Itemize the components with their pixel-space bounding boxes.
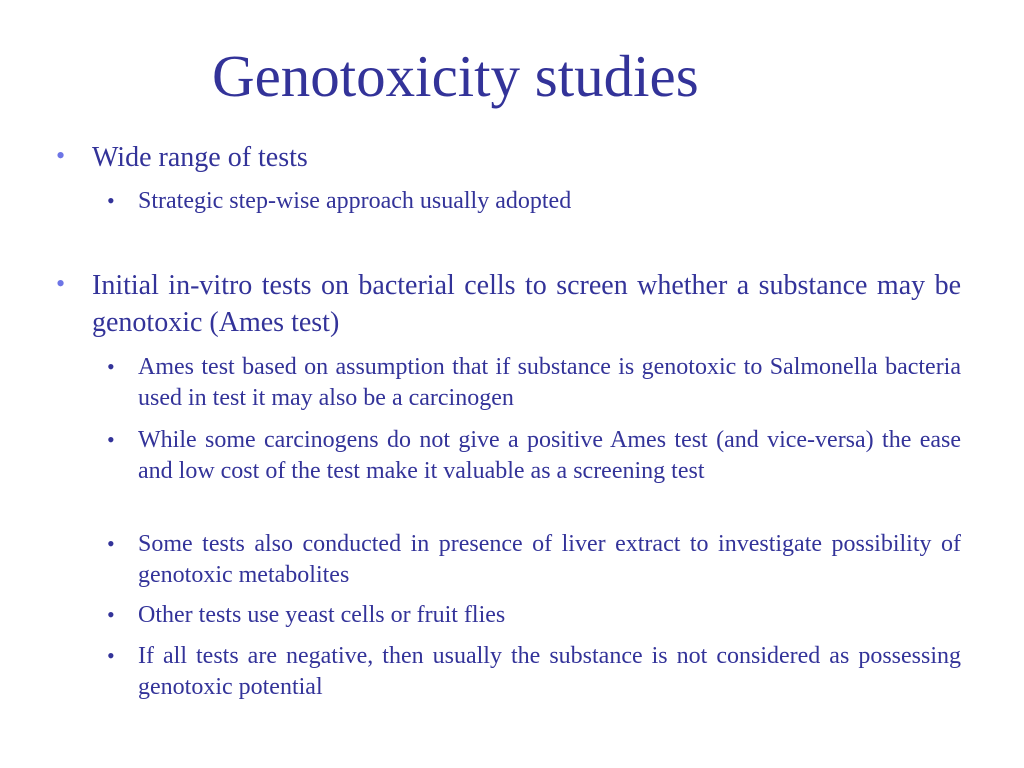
subbullet-text: Strategic step-wise approach usually adopted bbox=[138, 188, 572, 214]
subbullet-dot-icon: • bbox=[107, 427, 115, 452]
subbullet-ames-assumption bbox=[107, 352, 961, 414]
bullet-dot-icon: • bbox=[56, 141, 66, 170]
subbullet-step-wise bbox=[107, 186, 961, 217]
slide-title: Genotoxicity studies bbox=[212, 43, 699, 109]
subbullet-liver-extract bbox=[107, 529, 961, 591]
subbullet-text: If all tests are negative, then usually the substance is not considered as possessing genotoxic potential bbox=[138, 643, 961, 700]
bullet-wide-range bbox=[56, 139, 961, 176]
subbullet-text: Ames test based on assumption that if substance is genotoxic to Salmonella bacteria used in test it may also be a carcinogen bbox=[138, 354, 961, 411]
bullet-text: Wide range of tests bbox=[92, 142, 308, 173]
subbullet-carcinogens bbox=[107, 425, 961, 487]
subbullet-dot-icon: • bbox=[107, 602, 115, 627]
subbullet-dot-icon: • bbox=[107, 531, 115, 556]
subbullet-dot-icon: • bbox=[107, 354, 115, 379]
bullet-initial-tests bbox=[56, 267, 961, 341]
subbullet-negative-tests bbox=[107, 641, 961, 703]
bullet-dot-icon: • bbox=[56, 269, 66, 298]
subbullet-dot-icon: • bbox=[107, 188, 115, 213]
subbullet-text: Some tests also conducted in presence of liver extract to investigate possibility of genotoxic metabolites bbox=[138, 531, 961, 588]
subbullet-text: Other tests use yeast cells or fruit flies bbox=[138, 602, 506, 628]
subbullet-text: While some carcinogens do not give a positive Ames test (and vice-versa) the ease and low cost of the test make it valuable as a screening test bbox=[138, 427, 961, 484]
subbullet-dot-icon: • bbox=[107, 643, 115, 668]
bullet-text: Initial in-vitro tests on bacterial cells to screen whether a substance may be genotoxic (Ames test) bbox=[92, 270, 961, 338]
subbullet-yeast-flies bbox=[107, 600, 961, 631]
